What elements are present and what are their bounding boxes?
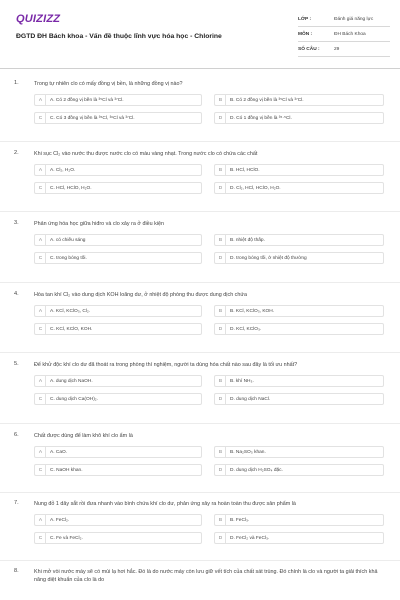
- meta-value: Đánh giá năng lực: [334, 16, 374, 22]
- question-text: Chất được dùng để làm khô khí clo ẩm là: [34, 433, 133, 439]
- option-c[interactable]: [34, 252, 202, 264]
- option-c[interactable]: [34, 112, 202, 124]
- meta-value: 29: [334, 46, 340, 52]
- option-text: D. KCl, KClO₃.: [230, 326, 262, 332]
- option-letter: B: [216, 515, 226, 525]
- option-b[interactable]: [214, 514, 384, 526]
- option-a[interactable]: [34, 234, 202, 246]
- option-text: A. KCl, KClO₃, Cl₂.: [50, 308, 91, 314]
- question-text: Hòa tan khí Cl₂ vào dung dịch KOH loãng dư, ở nhiệt độ phòng thu được dung dịch chứa: [34, 292, 247, 298]
- option-text: B. HCl, HClO.: [230, 167, 260, 173]
- question-text: Nung đỏ 1 dây sắt rồi đưa nhanh vào bình chứa khí clo dư, phản ứng xảy ra hoàn toàn thu được sản phẩm là: [34, 501, 296, 507]
- option-letter: D: [216, 394, 226, 404]
- option-text: A. có chiếu sáng: [50, 237, 86, 243]
- option-letter: A: [36, 447, 46, 457]
- meta-value: ĐH Bách Khoa: [334, 31, 366, 37]
- option-text: B. nhiệt độ thấp.: [230, 237, 265, 243]
- question-number: 4.: [14, 291, 19, 297]
- option-c[interactable]: [34, 323, 202, 335]
- option-text: D. Có 1 đồng vị bền là ³⁵·⁵Cl.: [230, 115, 292, 121]
- option-c[interactable]: [34, 393, 202, 405]
- option-d[interactable]: [214, 464, 384, 476]
- option-text: A. Có 2 đồng vị bền là ³⁵Cl và ³⁷Cl.: [50, 97, 124, 103]
- option-text: A. Cl₂, H₂O.: [50, 167, 76, 173]
- question-number: 7.: [14, 500, 19, 506]
- option-a[interactable]: [34, 375, 202, 387]
- option-letter: C: [36, 113, 46, 123]
- meta-table: [298, 12, 390, 57]
- option-text: B. khí NH₃.: [230, 378, 254, 384]
- option-text: A. dung dịch NaOH.: [50, 378, 93, 384]
- question-text: Để khử độc khí clo dư đã thoát ra trong phòng thí nghiệm, người ta dùng hóa chất nào sau đây là tối ưu nhất?: [34, 362, 298, 368]
- option-b[interactable]: [214, 94, 384, 106]
- option-letter: C: [36, 394, 46, 404]
- option-letter: B: [216, 447, 226, 457]
- option-letter: D: [216, 113, 226, 123]
- option-c[interactable]: [34, 464, 202, 476]
- option-text: B. KCl, KClO₃, KOH.: [230, 308, 275, 314]
- question-divider: [0, 211, 400, 212]
- option-text: C. trong bóng tối.: [50, 255, 87, 261]
- option-text: D. Cl₂, HCl, HClO, H₂O.: [230, 185, 281, 191]
- option-letter: B: [216, 235, 226, 245]
- document-title: ĐGTD ĐH Bách khoa - Vấn đề thuộc lĩnh vực hóa học - Chlorine: [16, 33, 222, 40]
- question-number: 5.: [14, 361, 19, 367]
- option-text: D. dung dịch H₂SO₄ đặc.: [230, 467, 283, 473]
- question-text: Trong tự nhiên clo có mấy đồng vị bền, là những đồng vị nào?: [34, 81, 183, 87]
- option-a[interactable]: [34, 164, 202, 176]
- meta-row-class: [298, 12, 390, 27]
- option-d[interactable]: [214, 323, 384, 335]
- option-a[interactable]: [34, 514, 202, 526]
- option-text: C. Fe và FeCl₂.: [50, 535, 83, 541]
- option-letter: D: [216, 253, 226, 263]
- option-letter: D: [216, 324, 226, 334]
- option-letter: C: [36, 253, 46, 263]
- question-number: 3.: [14, 220, 19, 226]
- header-divider: [0, 68, 400, 69]
- question-number: 6.: [14, 432, 19, 438]
- question-divider: [0, 423, 400, 424]
- option-text: C. HCl, HClO, H₂O.: [50, 185, 92, 191]
- meta-key: SỐ CÂU :: [298, 46, 320, 52]
- option-c[interactable]: [34, 182, 202, 194]
- option-letter: D: [216, 465, 226, 475]
- option-letter: C: [36, 533, 46, 543]
- document-header: [0, 0, 400, 68]
- option-d[interactable]: [214, 112, 384, 124]
- option-letter: B: [216, 95, 226, 105]
- quizizz-logo: QUIZIZZ: [16, 13, 61, 25]
- option-letter: A: [36, 235, 46, 245]
- question-text: Phản ứng hóa học giữa hiđro và clo xảy ra ở điều kiện: [34, 221, 165, 227]
- option-text: C. NaOH khan.: [50, 467, 83, 473]
- option-d[interactable]: [214, 393, 384, 405]
- question-divider: [0, 352, 400, 353]
- option-d[interactable]: [214, 182, 384, 194]
- option-text: C. KCl, KClO, KOH.: [50, 326, 93, 332]
- option-text: B. Na₂SO₃ khan.: [230, 449, 266, 455]
- option-letter: C: [36, 183, 46, 193]
- option-letter: A: [36, 515, 46, 525]
- option-letter: D: [216, 183, 226, 193]
- question-divider: [0, 492, 400, 493]
- option-c[interactable]: [34, 532, 202, 544]
- option-a[interactable]: [34, 446, 202, 458]
- question-divider: [0, 560, 400, 561]
- meta-key: MÔN :: [298, 31, 313, 37]
- option-b[interactable]: [214, 375, 384, 387]
- question-divider: [0, 282, 400, 283]
- question-text: Khi sục Cl₂ vào nước thu được nước clo có màu vàng nhạt. Trong nước clo có chứa các chất: [34, 151, 258, 157]
- option-a[interactable]: [34, 94, 202, 106]
- meta-key: LỚP :: [298, 16, 312, 22]
- option-text: C. dung dịch Ca(OH)₂.: [50, 396, 98, 402]
- option-b[interactable]: [214, 446, 384, 458]
- option-text: A. FeCl₂.: [50, 517, 70, 523]
- option-text: D. trong bóng tối, ở nhiệt độ thường: [230, 255, 307, 261]
- meta-row-count: [298, 42, 390, 57]
- option-letter: A: [36, 165, 46, 175]
- option-letter: D: [216, 533, 226, 543]
- option-text: B. Có 2 đồng vị bền là ³⁵Cl và ³⁷Cl.: [230, 97, 304, 103]
- question-number: 1.: [14, 80, 19, 86]
- option-letter: B: [216, 165, 226, 175]
- option-text: D. dung dịch NaCl.: [230, 396, 271, 402]
- option-letter: C: [36, 465, 46, 475]
- option-letter: B: [216, 376, 226, 386]
- option-letter: B: [216, 306, 226, 316]
- question-divider: [0, 141, 400, 142]
- option-b[interactable]: [214, 234, 384, 246]
- option-b[interactable]: [214, 164, 384, 176]
- option-text: A. CaO.: [50, 449, 68, 455]
- option-letter: A: [36, 95, 46, 105]
- option-text: B. FeCl₃.: [230, 517, 250, 523]
- option-b[interactable]: [214, 305, 384, 317]
- option-letter: A: [36, 376, 46, 386]
- option-letter: A: [36, 306, 46, 316]
- option-d[interactable]: [214, 532, 384, 544]
- question-text: Khi mở vòi nước máy sẽ có mùi lạ hơi hắc. Đó là do nước máy còn lưu giữ vết tích của chất sát trùng. Đó chính là clo và người ta giải thích khả năng diệt khuẩn của clo là do: [34, 569, 378, 583]
- question-number: 8.: [14, 568, 19, 574]
- question-number: 2.: [14, 150, 19, 156]
- option-letter: C: [36, 324, 46, 334]
- option-a[interactable]: [34, 305, 202, 317]
- option-text: C. Có 3 đồng vị bền là ³⁵Cl, ³⁶Cl và ³⁷Cl.: [50, 115, 135, 121]
- option-d[interactable]: [214, 252, 384, 264]
- meta-row-subject: [298, 27, 390, 42]
- option-text: D. FeCl₂ và FeCl₃.: [230, 535, 270, 541]
